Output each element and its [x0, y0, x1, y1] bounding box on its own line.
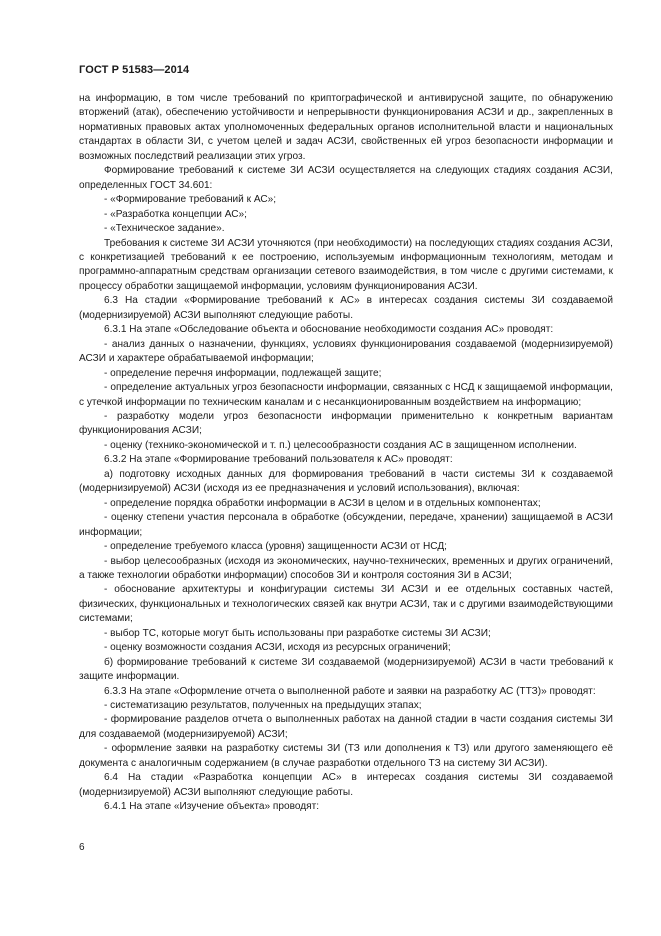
paragraph: 6.4.1 На этапе «Изучение объекта» проводят:: [104, 801, 319, 813]
paragraph: а) подготовку исходных данных для формирования требований в части системы ЗИ к создаваемой (модернизируемой) АСЗИ (исходя из ее предназначения и условий использования), включая:: [79, 468, 613, 495]
list-item: - «Формирование требований к АС»;: [104, 194, 277, 206]
list-item: - «Разработка концепции АС»;: [104, 208, 247, 220]
list-item: - обоснование архитектуры и конфигурации системы ЗИ АСЗИ и ее отдельных составных частей, физических, функциональных и технологических связей как внутри АСЗИ, так и с другими взаимодействующими системами;: [79, 584, 613, 625]
paragraph: 6.3.1 На этапе «Обследование объекта и обоснование необходимости создания АС» проводят:: [104, 324, 554, 336]
document-body: [79, 92, 613, 815]
list-item: - определение порядка обработки информации в АСЗИ в целом и в отдельных компонентах;: [104, 497, 541, 509]
list-item: - оценку возможности создания АСЗИ, исходя из ресурсных ограничений;: [104, 642, 451, 654]
page-number: 6: [79, 842, 85, 853]
list-item: - разработку модели угроз безопасности информации применительно к конкретным вариантам функционирования АСЗИ;: [79, 410, 613, 437]
list-item: - определение актуальных угроз безопасности информации, связанных с НСД к защищаемой информации, с утечкой информации по техническим каналам и с несанкционированным воздействием на информацию;: [79, 382, 613, 408]
paragraph: Требования к системе ЗИ АСЗИ уточняются (при необходимости) на последующих стадиях создания АСЗИ, с конкретизацией требований к ее построению, используемым информационным технологиям, методам и программно-аппаратным средствам организации сетевого взаимодействия, в том числе с другими системами, к процессу обработки защищаемой информации, условиям функционирования АСЗИ.: [79, 237, 613, 292]
list-item: - систематизацию результатов, полученных на предыдущих этапах;: [104, 700, 422, 712]
list-item: - анализ данных о назначении, функциях, условиях функционирования создаваемой (модернизируемой) АСЗИ и характере обрабатываемой информации;: [79, 338, 613, 365]
list-item: - формирование разделов отчета о выполненных работах на данной стадии в части создания системы ЗИ для создаваемой (модернизируемой) АСЗИ;: [79, 714, 613, 740]
paragraph: 6.3.3 На этапе «Оформление отчета о выполненной работе и заявки на разработку АС (ТТЗ)» проводят:: [104, 685, 596, 697]
list-item: - выбор целесообразных (исходя из экономических, научно-технических, временных и других ограничений, а также технологии обработки информации) способов ЗИ и контроля состояния ЗИ в АСЗИ;: [79, 555, 613, 581]
list-item: - определение перечня информации, подлежащей защите;: [104, 367, 382, 379]
list-item: - оценку (технико-экономической и т. п.) целесообразности создания АС в защищенном исполнении.: [104, 439, 577, 451]
paragraph: Формирование требований к системе ЗИ АСЗИ осуществляется на следующих стадиях создания АСЗИ, определенных ГОСТ 34.601:: [79, 165, 613, 191]
list-item: - оформление заявки на разработку системы ЗИ (ТЗ или дополнения к ТЗ) или другого заменяющего её документа с аналогичным содержанием (в случае разработки отдельного ТЗ на систему ЗИ АСЗИ).: [79, 743, 613, 769]
document-header: ГОСТ Р 51583—2014: [79, 64, 190, 76]
paragraph: 6.3.2 На этапе «Формирование требований пользователя к АС» проводят:: [104, 454, 453, 466]
list-item: - выбор ТС, которые могут быть использованы при разработке системы ЗИ АСЗИ;: [104, 627, 491, 639]
paragraph: 6.4 На стадии «Разработка концепции АС» в интересах создания системы ЗИ создаваемой (модернизируемой) АСЗИ выполняют следующие работы.: [79, 772, 613, 798]
paragraph: на информацию, в том числе требований по криптографической и антивирусной защите, по обнаружению вторжений (атак), обеспечению устойчивости и непрерывности функционирования АСЗИ и др., закрепленных в нормативных правовых актах уполномоченных федеральных органов исполнительной власти и национальных стандартах в области ЗИ, с учетом целей и задач АСЗИ, свойственных ей угроз безопасности информации и возможных последствий реализации этих угроз.: [79, 93, 613, 162]
list-item: - определение требуемого класса (уровня) защищенности АСЗИ от НСД;: [104, 541, 447, 553]
list-item: - оценку степени участия персонала в обработке (обсуждении, передаче, хранении) защищаемой в АСЗИ информации;: [79, 512, 613, 538]
paragraph: 6.3 На стадии «Формирование требований к АС» в интересах создания системы ЗИ создаваемой (модернизируемой) АСЗИ выполняют следующие работы.: [79, 295, 613, 321]
list-item: - «Техническое задание».: [104, 223, 225, 235]
paragraph: б) формирование требований к системе ЗИ создаваемой (модернизируемой) АСЗИ в части требований к защите информации.: [79, 656, 613, 683]
